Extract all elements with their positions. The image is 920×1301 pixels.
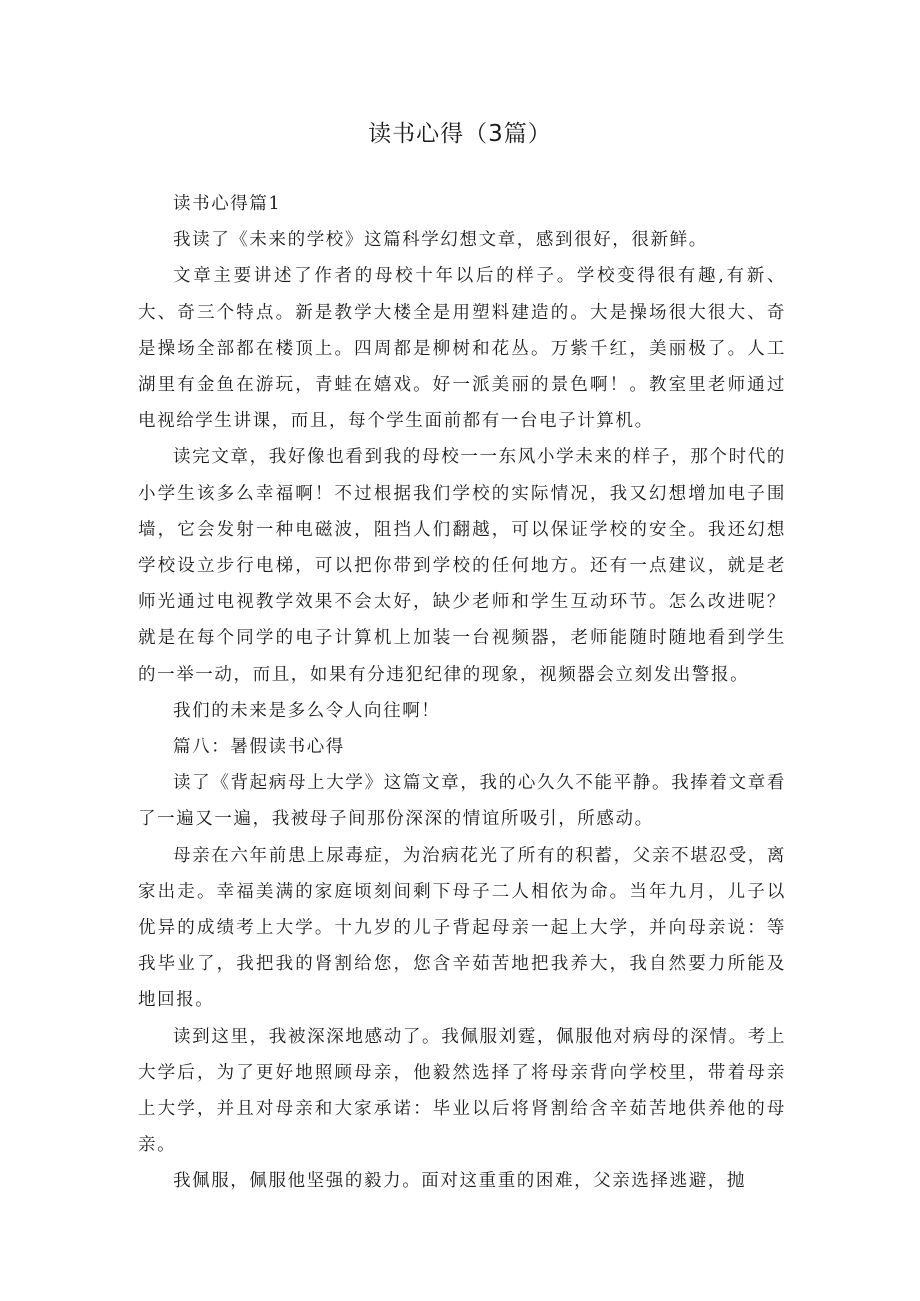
body-paragraph: 我们的未来是多么令人向往啊！: [173, 700, 441, 721]
document-title: 读书心得（3篇）: [368, 121, 552, 147]
body-paragraph: 读了《背起病母上大学》这篇文章，我的心久久不能平静。我捧着文章看了一遍又一遍，我被母子间那份深深的情谊所吸引，所感动。: [138, 773, 786, 830]
body-paragraph: 文章主要讲述了作者的母校十年以后的样子。学校变得很有趣,有新、大、奇三个特点。新是教学大楼全是用塑料建造的。大是操场很大很大、奇是操场全部都在楼顶上。四周都是柳树和花丛。万紫千红，美丽极了。人工湖里有金鱼在游玩，青蛙在嬉戏。好一派美丽的景色啊！。教室里老师通过电视给学生讲课，而且，每个学生面前都有一台电子计算机。: [138, 266, 786, 432]
body-paragraph: 读完文章，我好像也看到我的母校一一东风小学未来的样子，那个时代的小学生该多么幸福啊！不过根据我们学校的实际情况，我又幻想增加电子围墙，它会发射一种电磁波，阻挡人们翻越，可以保证学校的安全。我还幻想学校设立步行电梯，可以把你带到学校的任何地方。还有一点建议，就是老师光通过电视教学效果不会太好，缺少老师和学生互动环节。怎么改进呢？就是在每个同学的电子计算机上加装一台视频器，老师能随时随地看到学生的一举一动，而且，如果有分违犯纪律的现象，视频器会立刻发出警报。: [138, 447, 786, 685]
body-paragraph: 母亲在六年前患上尿毒症，为治病花光了所有的积蓄，父亲不堪忍受，离家出走。幸福美满的家庭顷刻间剩下母子二人相依为命。当年九月，儿子以优异的成绩考上大学。十九岁的儿子背起母亲一起上大学，并向母亲说：等我毕业了，我把我的肾割给您，您含辛茹苦地把我养大，我自然要力所能及地回报。: [138, 845, 786, 1011]
section-heading: 篇八：暑假读书心得: [173, 737, 345, 758]
body-paragraph: 读到这里，我被深深地感动了。我佩服刘霆，佩服他对病母的深情。考上大学后，为了更好地照顾母亲，他毅然选择了将母亲背向学校里，带着母亲上大学，并且对母亲和大家承诺：毕业以后将肾割给含辛茹苦地供养他的母亲。: [138, 1026, 786, 1156]
body-paragraph: 我读了《未来的学校》这篇科学幻想文章，感到很好，很新鲜。: [173, 230, 708, 251]
body-paragraph: 我佩服，佩服他坚强的毅力。面对这重重的困难，父亲选择逃避，抛: [173, 1171, 746, 1192]
document-body: [138, 186, 786, 1200]
section-heading: 读书心得篇1: [173, 194, 282, 214]
